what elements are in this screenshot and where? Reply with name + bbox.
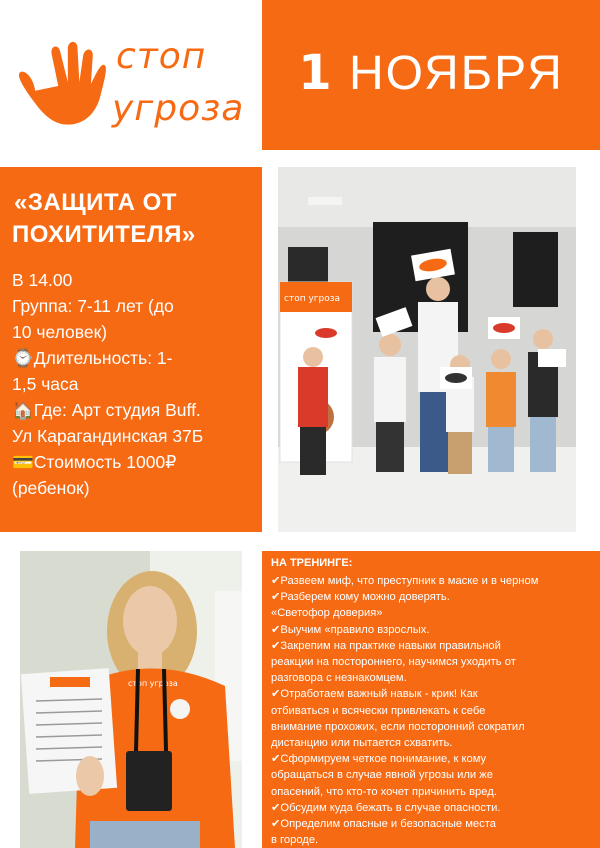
trainer-photo [20, 551, 242, 848]
group-photo-illustration [278, 167, 576, 532]
training-item: ✔Сформируем четкое понимание, к кому [271, 753, 487, 766]
training-item: ✔Закрепим на практике навыки правильной [271, 639, 501, 652]
event-detail-group: 10 человек) [12, 322, 108, 342]
training-item: внимание прохожих, если посторонний сократил [271, 720, 525, 733]
date-banner [262, 0, 600, 150]
event-detail-group: Группа: 7-11 лет (до [12, 296, 174, 316]
event-detail-address: Ул Карагандинская 37Б [12, 426, 204, 446]
event-detail-location: 🏠Где: Арт студия Buff. [12, 400, 201, 420]
logo-text-stop: стоп [116, 36, 207, 77]
training-item: ✔Развеем миф, что преступник в маске и в черном [271, 575, 539, 587]
training-item: обращаться в случае явной угрозы или же [271, 769, 493, 782]
event-details [12, 267, 257, 501]
training-item: ✔Отработаем важный навык - крик! Как [271, 688, 478, 701]
event-info-box [0, 167, 262, 532]
logo-text-ugroza: угроза [112, 88, 245, 129]
event-title-line: «ЗАЩИТА ОТ [14, 189, 177, 216]
training-item: «Светофор доверия» [271, 607, 383, 620]
training-list [271, 573, 593, 848]
trainer-photo-illustration [20, 551, 242, 848]
date-number: 1 [298, 45, 334, 101]
event-detail-price: (ребенок) [12, 478, 90, 498]
group-photo [278, 167, 576, 532]
event-detail-duration: ⌚Длительность: 1- [12, 348, 173, 368]
hand-icon [16, 38, 112, 134]
training-item: в городе. [271, 834, 319, 847]
shirt-logo: стоп угроза [128, 679, 178, 688]
training-item: ✔Выучим «правило взрослых. [271, 623, 430, 636]
training-item: ✔Определим опасные и безопасные места [271, 818, 496, 831]
event-title-line: ПОХИТИТЕЛЯ» [12, 221, 196, 248]
training-item: ✔Разберем кому можно доверять. [271, 591, 450, 604]
date-text [262, 45, 600, 101]
event-detail-duration: 1,5 часа [12, 374, 79, 394]
training-item: дистанцию или пытается схватить. [271, 737, 453, 750]
training-item: отбиваться и всячески привлекать к себе [271, 704, 486, 717]
banner-logo: стоп угроза [284, 294, 341, 304]
event-detail-time: В 14.00 [12, 270, 73, 290]
training-program-box [262, 551, 600, 848]
training-header: НА ТРЕНИНГЕ: [271, 557, 353, 569]
event-detail-price: 💳Стоимость 1000₽ [12, 452, 177, 472]
logo [0, 0, 262, 150]
training-item: опасений, что кто-то хочет причинить вред. [271, 785, 497, 798]
training-item: ✔Обсудим куда бежать в случае опасности. [271, 801, 501, 814]
event-title [14, 187, 259, 251]
date-month: НОЯБРЯ [349, 47, 564, 100]
training-item: реакции на постороннего, научимся уходить от [271, 656, 516, 669]
training-item: разговора с незнакомцем. [271, 672, 407, 685]
